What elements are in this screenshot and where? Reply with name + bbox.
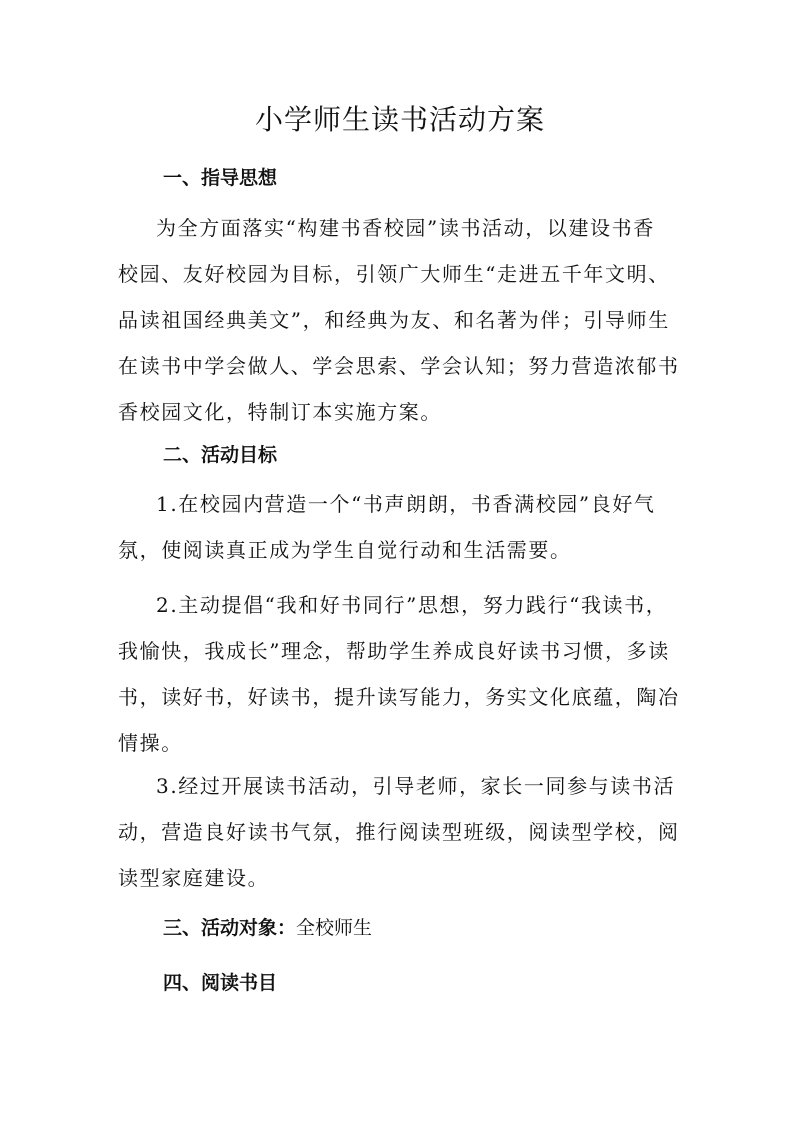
goal-item-2	[118, 582, 688, 766]
paragraph-line: 1.在校园内营造一个“书声朗朗，书香满校园”良好气	[156, 492, 656, 516]
paragraph-line: 品读祖国经典美文”，和经典为友、和名著为伴；引导师生	[118, 308, 670, 332]
paragraph-line: 书，读好书，好读书，提升读写能力，务实文化底蕴，陶冶	[118, 685, 680, 709]
paragraph-line: 为全方面落实“构建书香校园”读书活动，以建设书香	[156, 216, 655, 240]
paragraph-line: 3.经过开展读书活动，引导老师，家长一同参与读书活	[156, 774, 676, 798]
paragraph-line: 动，营造良好读书气氛，推行阅读型班级，阅读型学校，阅	[118, 820, 680, 844]
paragraph-line: 香校园文化，特制订本实施方案。	[118, 400, 442, 424]
goal-item-1	[118, 481, 688, 573]
paragraph-line: 氛，使阅读真正成为学生自觉行动和生活需要。	[118, 538, 572, 562]
section-heading-activity-goals: 二、活动目标	[163, 444, 278, 466]
section-heading-reading-list: 四、阅读书目	[163, 972, 278, 994]
paragraph-line: 读型家庭建设。	[118, 866, 270, 890]
paragraph-line: 校园、友好校园为目标，引领广大师生“走进五千年文明、	[118, 262, 670, 286]
goal-item-3	[118, 763, 688, 901]
document-title: 小学师生读书活动方案	[254, 103, 545, 136]
section-heading-guiding-ideology: 一、指导思想	[163, 167, 278, 189]
activity-target-value: 全校师生	[296, 917, 373, 939]
guiding-ideology-paragraph	[118, 205, 688, 435]
paragraph-line: 在读书中学会做人、学会思索、学会认知；努力营造浓郁书	[118, 354, 680, 378]
activity-target-label: 三、活动对象：	[163, 917, 297, 939]
paragraph-line: 2.主动提倡“我和好书同行”思想，努力践行“我读书，	[156, 593, 668, 617]
paragraph-line: 我愉快，我成长”理念，帮助学生养成良好读书习惯，多读	[118, 639, 670, 663]
paragraph-line: 情操。	[118, 731, 183, 755]
section-heading-activity-target	[163, 913, 372, 940]
